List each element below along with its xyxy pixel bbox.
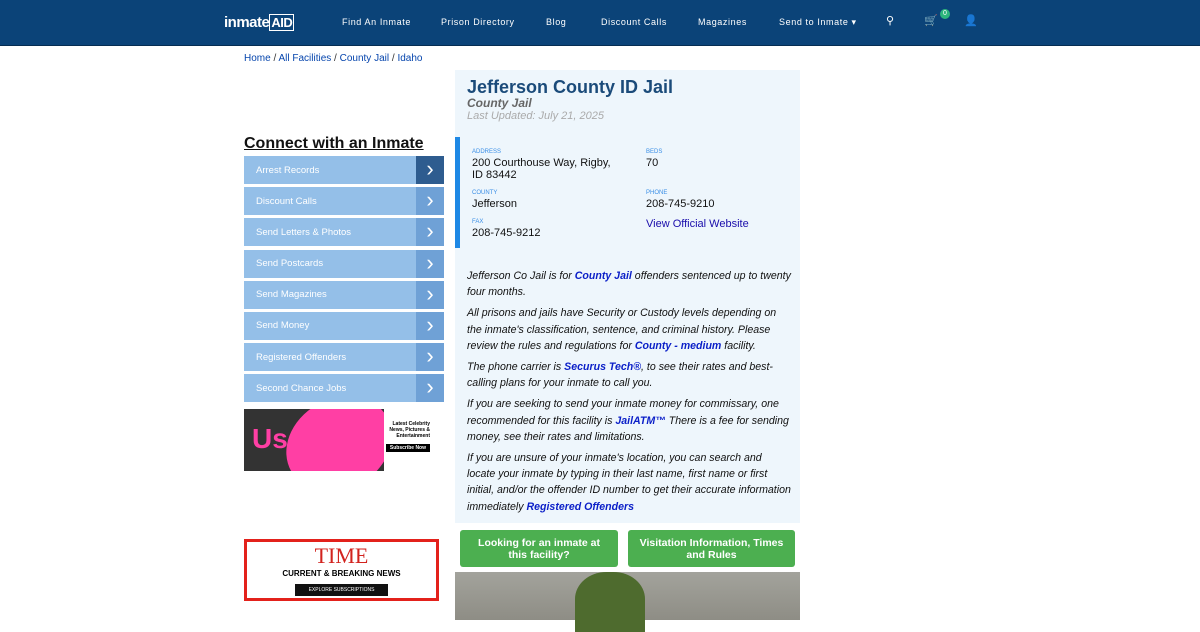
address-label: ADDRESS [472,149,502,155]
text: Jefferson Co Jail is for [467,270,575,282]
sidebar-item-discount-calls[interactable] [244,187,444,215]
sidebar-item-second-chance-jobs[interactable] [244,374,444,402]
ad-copy [384,409,432,471]
beds-value: 70 [646,157,659,169]
text: The phone carrier is [467,361,565,374]
nav-send-to-inmate[interactable]: Send to Inmate ▾ [779,17,857,27]
item-label: Arrest Records [256,164,320,176]
ad-explore-button[interactable]: EXPLORE SUBSCRIPTIONS [295,584,389,596]
item-label: Registered Offenders [256,351,347,363]
phone-label: PHONE [646,190,668,196]
breadcrumb-county-jail[interactable]: County Jail [339,53,390,64]
nav-find-inmate[interactable]: Find An Inmate [342,17,411,27]
chevron-right-icon: › [416,374,444,402]
page-title: Jefferson County ID Jail [467,77,674,97]
last-updated: Last Updated: July 21, 2025 [467,110,604,122]
official-website-link[interactable]: View Official Website [646,218,749,230]
time-logo: TIME [314,543,369,568]
logo-text: inmate [224,14,270,31]
text: If you are unsure of your inmate's location, you can search and locate your inmate by typing in their last name, first name or first initial, and/or the offender ID number to get their accurate information immediately [467,452,791,513]
cart-count-badge: 0 [940,9,950,19]
breadcrumb [244,53,422,64]
fax-label: FAX [472,219,484,225]
nav-discount-calls[interactable]: Discount Calls [601,17,667,27]
text: offenders sentenced up to twenty four months. [467,270,791,299]
cart-icon[interactable]: 🛒 [924,15,938,27]
breadcrumb-sep: / [331,53,340,64]
item-label: Send Magazines [256,289,327,301]
time-ad[interactable] [244,539,439,601]
phone-value: 208-745-9210 [646,198,715,210]
fax-value: 208-745-9212 [472,227,541,239]
item-label: Send Postcards [256,258,324,270]
address-value: 200 Courthouse Way, Rigby, ID 83442 [472,157,611,181]
security-level-link[interactable]: County - medium [634,339,722,352]
breadcrumb-all-facilities[interactable]: All Facilities [278,53,332,64]
item-label: Send Letters & Photos [256,226,352,238]
tree-image [575,572,645,632]
top-nav [0,0,1200,46]
breadcrumb-sep: / [389,53,398,64]
sidebar-item-send-magazines[interactable] [244,281,444,309]
text: facility. [721,339,756,352]
chevron-right-icon: › [416,218,444,246]
search-icon[interactable]: ⚲ [886,15,895,27]
text: All prisons and jails have Security or Custody levels depending on the inmate's classification, sentence, and criminal history. Please review the rules and regulations for [467,307,777,352]
registered-offenders-link[interactable]: Registered Offenders [526,500,635,513]
sidebar-item-send-letters[interactable] [244,218,444,246]
find-inmate-button[interactable]: Looking for an inmate at this facility? [460,530,618,567]
us-weekly-ad[interactable] [244,409,432,471]
sidebar-item-send-money[interactable] [244,312,444,340]
item-label: Discount Calls [256,195,317,207]
phone-carrier-link[interactable]: Securus Tech® [564,361,642,374]
chevron-right-icon: › [416,312,444,340]
county-jail-link[interactable]: County Jail [574,270,632,282]
breadcrumb-sep: / [270,53,279,64]
sidebar-item-arrest-records[interactable] [244,156,444,184]
sidebar-item-send-postcards[interactable] [244,250,444,278]
chevron-right-icon: › [416,281,444,309]
facility-description [467,268,792,520]
chevron-right-icon: › [416,343,444,371]
item-label: Send Money [256,320,310,332]
jailatm-link[interactable]: JailATM™ [615,414,666,427]
text: , to see their rates and best-calling plans for your inmate to call you. [467,361,773,390]
logo-mark: AID [271,15,293,30]
ad-subscribe-button[interactable]: Subscribe Now [386,444,430,452]
logo[interactable] [224,14,294,31]
chevron-right-icon: › [416,250,444,278]
visitation-info-button[interactable]: Visitation Information, Times and Rules [628,530,795,567]
user-icon[interactable]: 👤 [964,15,978,27]
chevron-right-icon: › [416,187,444,215]
text: If you are seeking to send your inmate money for commissary, one recommended for this facility is [467,398,779,427]
ad-text: Latest Celebrity News, Pictures & Entertainment [389,421,430,439]
county-label: COUNTY [472,190,498,196]
sidebar-heading: Connect with an Inmate [244,135,424,152]
facility-type: County Jail [467,96,532,110]
text: There is a fee for sending money, see their rates and limitations. [467,414,789,443]
sidebar-item-registered-offenders[interactable] [244,343,444,371]
nav-magazines[interactable]: Magazines [698,17,747,27]
beds-label: BEDS [646,149,663,155]
facility-photo [455,572,800,620]
ad-text: CURRENT & BREAKING NEWS [282,569,401,578]
info-accent-bar [455,137,460,248]
breadcrumb-home[interactable]: Home [244,53,271,64]
chevron-right-icon: › [416,156,444,184]
item-label: Second Chance Jobs [256,382,347,394]
county-value: Jefferson [472,198,518,210]
breadcrumb-idaho[interactable]: Idaho [397,53,423,64]
nav-blog[interactable]: Blog [546,17,567,27]
nav-prison-directory[interactable]: Prison Directory [441,17,515,27]
us-logo: Us [252,423,288,454]
sidebar-menu [244,156,444,406]
